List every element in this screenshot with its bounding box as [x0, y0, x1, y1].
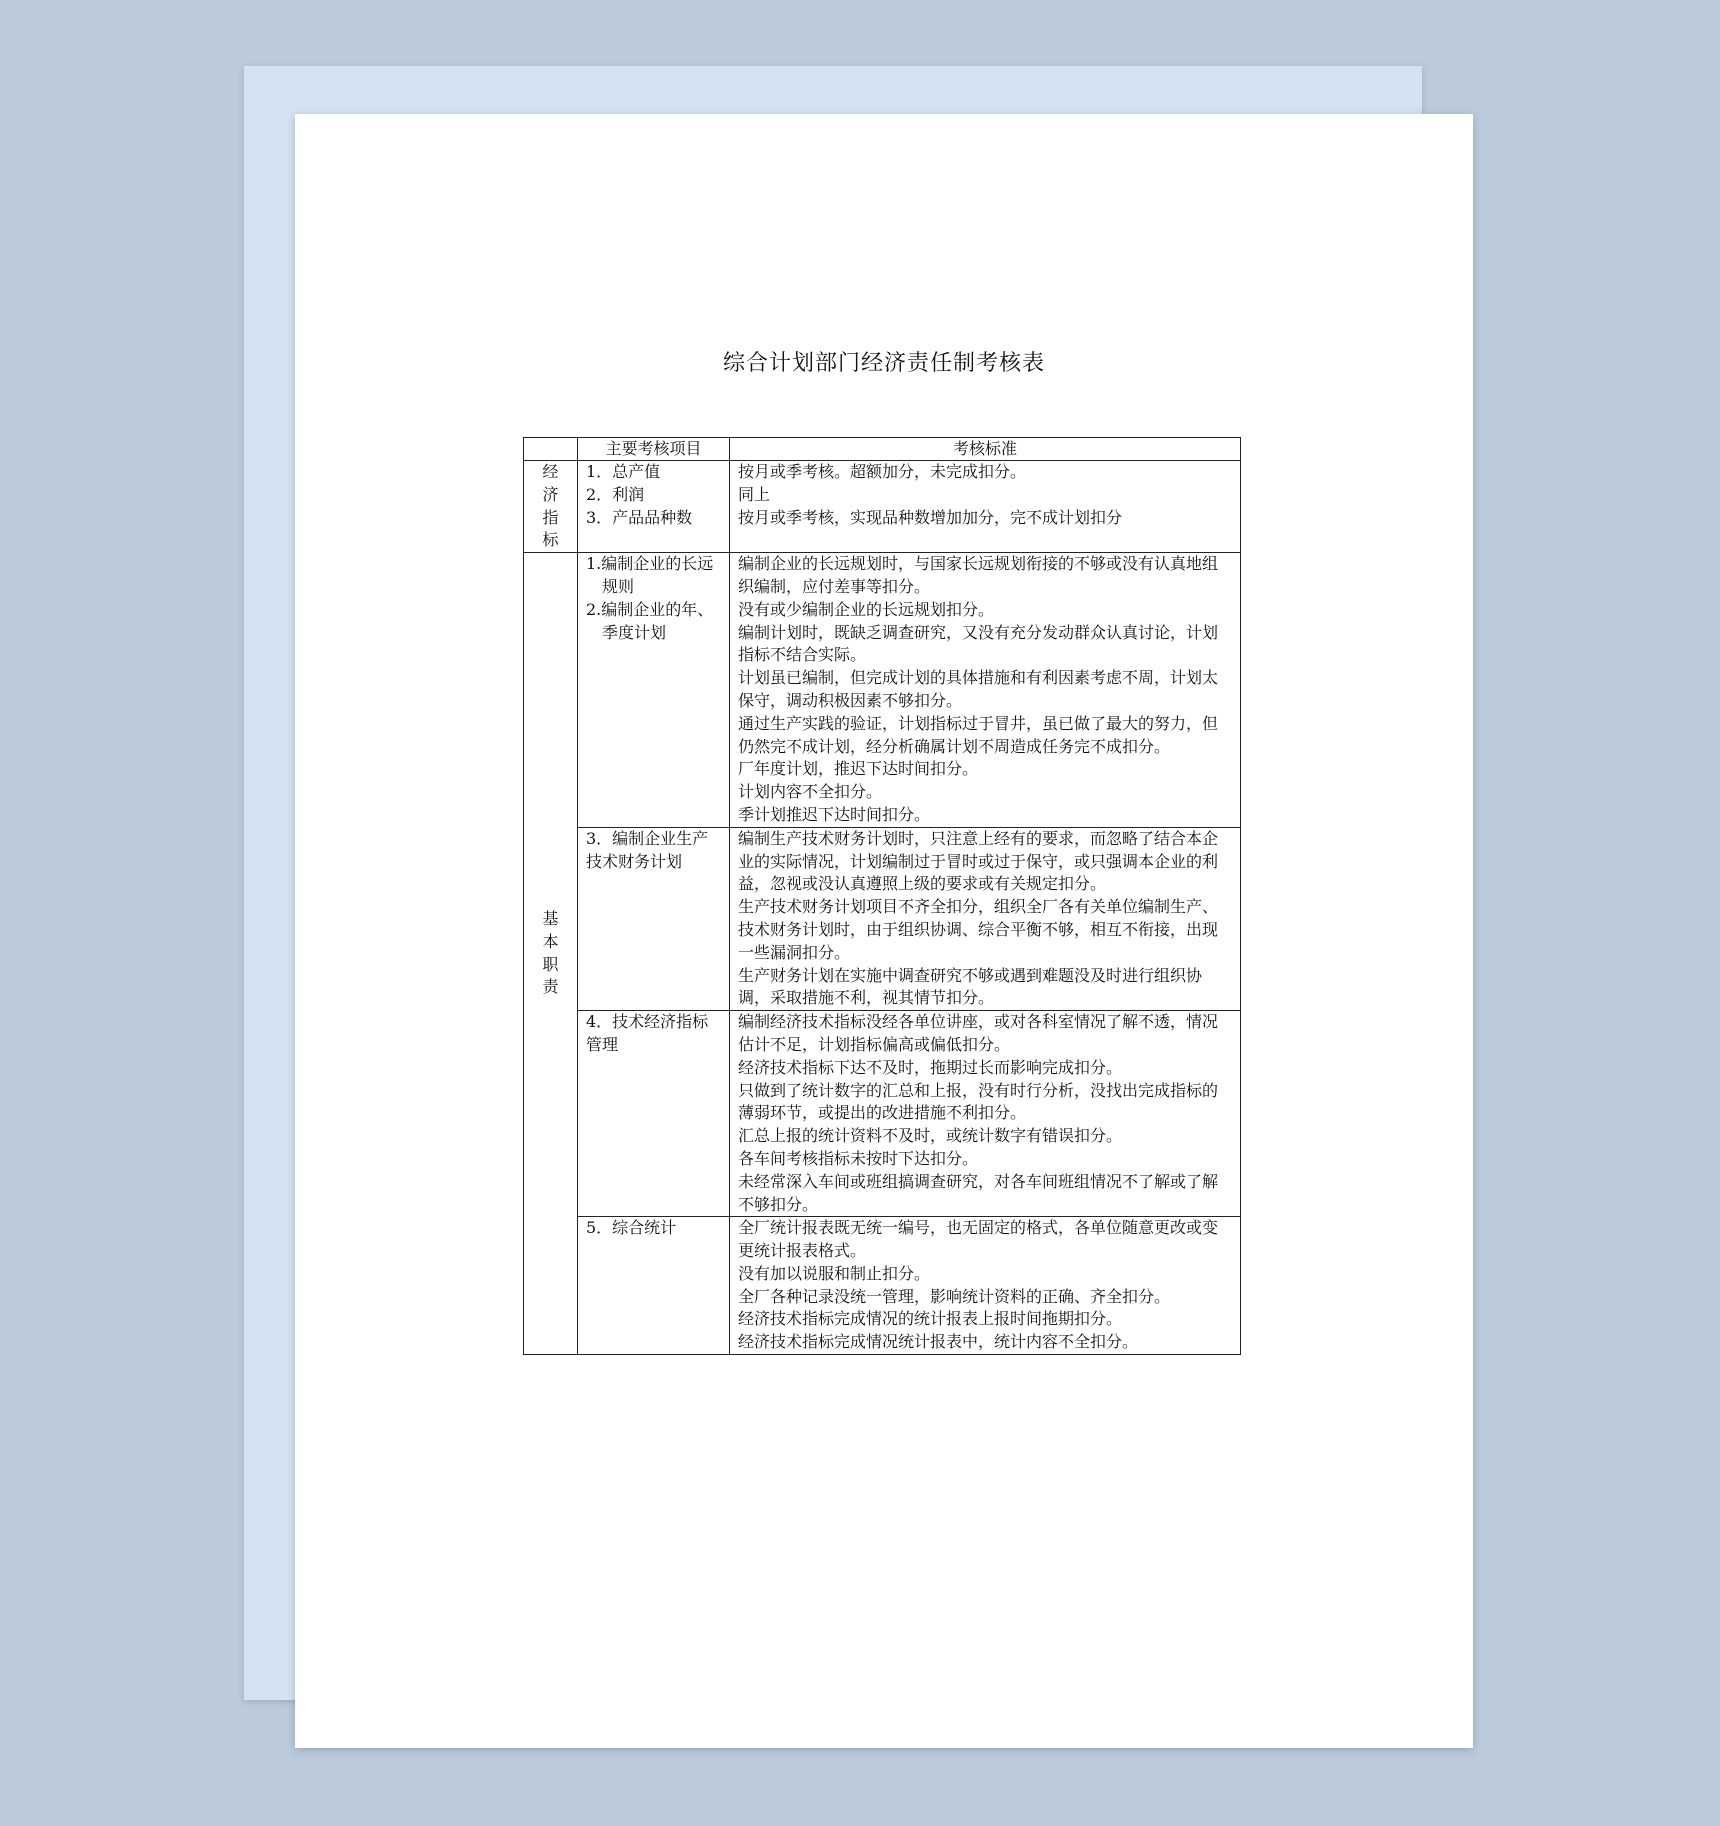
standards-cell-duty-1: [730, 553, 1241, 828]
document-title: 综合计划部门经济责任制考核表: [722, 351, 1045, 376]
table-row-duty-2: [524, 827, 1241, 1010]
standard-text: 没有加以说服和制止扣分。: [738, 1263, 931, 1283]
items-cell-duty-2: [578, 827, 730, 1010]
standard-text: 全厂各种记录没统一管理，影响统计资料的正确、齐全扣分。: [738, 1286, 1171, 1306]
standard-text: 计划内容不全扣分。: [738, 782, 883, 802]
standard-text: 汇总上报的统计资料不及时，或统计数字有错误扣分。: [738, 1126, 1123, 1146]
standard-text: 各车间考核指标未按时下达扣分。: [738, 1148, 979, 1168]
item-label: 1．总产值: [586, 462, 661, 481]
category-char: 本: [542, 931, 559, 951]
standard-text: 没有或少编制企业的长远规划扣分。: [738, 599, 995, 619]
standard-text: 季计划推迟下达时间扣分。: [738, 804, 931, 824]
table-row-economic: [524, 461, 1241, 553]
standards-cell-duty-4: [730, 1217, 1241, 1355]
standard-text: 经济技术指标完成情况统计报表中，统计内容不全扣分。: [738, 1332, 1139, 1352]
standard-text: 编制企业的长远规划时，与国家长远规划衔接的不够或没有认真地组织编制，应付差事等扣分。: [738, 554, 1219, 596]
item-label: 4．技术经济指标管理: [586, 1012, 709, 1054]
category-char: 基: [542, 909, 559, 929]
table-row-duty-3: [524, 1011, 1241, 1217]
standard-text: 按月或季考核。超额加分，未完成扣分。: [738, 462, 1027, 481]
standard-text: 同上: [738, 484, 771, 504]
item-label: 3．产品品种数: [586, 507, 693, 527]
category-char: 指: [542, 507, 559, 527]
standard-text: 经济技术指标完成情况的统计报表上报时间拖期扣分。: [738, 1309, 1123, 1329]
standards-cell-duty-3: [730, 1011, 1241, 1217]
standards-cell-duty-2: [730, 827, 1241, 1010]
items-cell-economic: [578, 461, 730, 553]
standard-text: 经济技术指标下达不及时，拖期过长而影响完成扣分。: [738, 1057, 1123, 1077]
category-char: 责: [542, 977, 559, 997]
standard-text: 按月或季考核，实现品种数增加加分，完不成计划扣分: [738, 507, 1123, 527]
table-header-row: [524, 438, 1241, 461]
category-cell-economic: [524, 461, 578, 553]
assessment-table: [523, 437, 1241, 1355]
standard-text: 通过生产实践的验证，计划指标过于冒井，虽已做了最大的努力，但仍然完不成计划，经分析确属计划不周造成任务完不成扣分。: [738, 713, 1219, 756]
category-char: 济: [542, 484, 559, 504]
header-cell-blank: [524, 438, 578, 461]
category-char: 标: [542, 530, 559, 550]
standard-text: 计划虽已编制，但完成计划的具体措施和有利因素考虑不周，计划太保守，调动积极因素不够扣分。: [738, 668, 1219, 710]
standard-text: 编制生产技术财务计划时，只注意上经有的要求，而忽略了结合本企业的实际情况，计划编制过于冒时或过于保守，或只强调本企业的利益，忽视或没认真遵照上级的要求或有关规定扣分。: [738, 828, 1219, 894]
table-row-duty-1: [524, 553, 1241, 828]
standard-text: 生产财务计划在实施中调查研究不够或遇到难题没及时进行组织协调，采取措施不利，视其情节扣分。: [738, 965, 1203, 1008]
item-label: 5．综合统计: [586, 1218, 677, 1238]
item-label: 3．编制企业生产技术财务计划: [586, 828, 709, 871]
standards-cell-economic: [730, 461, 1241, 553]
items-cell-duty-1: [578, 553, 730, 828]
category-char: 职: [542, 954, 559, 974]
standard-text: 厂年度计划，推迟下达时间扣分。: [738, 759, 979, 779]
table-row-duty-4: [524, 1217, 1241, 1355]
items-cell-duty-3: [578, 1011, 730, 1217]
document-page: [295, 114, 1473, 1748]
category-char: 经: [542, 462, 559, 481]
standard-text: 全厂统计报表既无统一编号，也无固定的格式，各单位随意更改或变更统计报表格式。: [738, 1218, 1219, 1261]
item-label: 1.编制企业的长远规则: [586, 554, 714, 596]
category-cell-duties: [524, 553, 578, 1355]
header-cell-items: 主要考核项目: [578, 438, 730, 461]
item-label: 2．利润: [586, 484, 645, 504]
standard-text: 只做到了统计数字的汇总和上报，没有时行分析，没找出完成指标的薄弱环节，或提出的改进措施不利扣分。: [738, 1080, 1219, 1123]
items-cell-duty-4: [578, 1217, 730, 1355]
item-label: 2.编制企业的年、季度计划: [586, 599, 714, 642]
header-cell-standards: 考核标准: [730, 438, 1241, 461]
standard-text: 生产技术财务计划项目不齐全扣分，组织全厂各有关单位编制生产、技术财务计划时，由于组织协调、综合平衡不够，相互不衔接，出现一些漏洞扣分。: [738, 897, 1219, 962]
standard-text: 编制计划时，既缺乏调查研究，又没有充分发动群众认真讨论，计划指标不结合实际。: [738, 622, 1219, 665]
standard-text: 编制经济技术指标没经各单位讲座，或对各科室情况了解不透，情况估计不足，计划指标偏高或偏低扣分。: [738, 1012, 1219, 1054]
standard-text: 未经常深入车间或班组搞调查研究，对各车间班组情况不了解或了解不够扣分。: [738, 1171, 1219, 1214]
